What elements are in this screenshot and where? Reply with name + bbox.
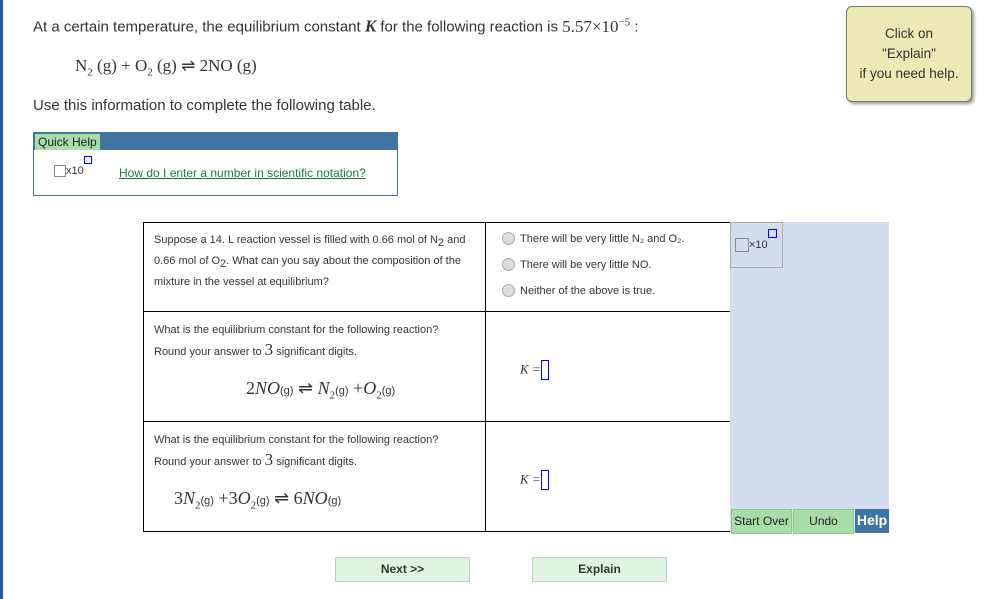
question-2: What is the equilibrium constant for the following reaction? Round your answer to 3 significant digits. 2NO(g) ⇌ $N_2(g) +O_2(g)$ [144,312,486,422]
sci-notation-help-link[interactable]: How do I enter a number in scientific notation? [119,166,366,180]
question-1: Suppose a 14. L reaction vessel is filled with 0.66 mol of $N_2$ and 0.66 mol of $O_2$. What can you say about the composition of the mixture in the vessel at equilibrium? [144,223,486,312]
option-little-n2-o2[interactable]: There will be very little N₂ and O₂. [502,232,721,245]
k-field-2: K = [520,360,721,380]
sci-notation-palette-button[interactable]: ×10 [730,222,783,268]
tools-panel [730,222,889,532]
option-little-no[interactable]: There will be very little NO. [502,258,721,271]
option-neither[interactable]: Neither of the above is true. [502,284,721,297]
k-field-3: K = [520,470,721,490]
radio-button[interactable] [502,232,515,245]
instruction-text: Use this information to complete the following table. [33,97,376,114]
next-button[interactable]: Next >> [335,557,470,582]
help-button[interactable]: Help [855,509,889,533]
sci-notation-icon[interactable]: x10 [54,165,92,177]
radio-button[interactable] [502,284,515,297]
question-3: What is the equilibrium constant for the following reaction? Round your answer to 3 significant digits. $3N_2(g) +3O_2(g)$ ⇌ 6NO(g) [144,422,486,532]
help-tooltip: Click on "Explain" if you need help. [846,6,972,102]
k-answer-input-2[interactable] [541,360,549,380]
quick-help-panel [33,132,398,196]
reaction-equation: $N_2$ $(g) + O_2$ (g) ⇌ 2NO (g) [75,56,257,79]
left-edge-bar [0,0,3,599]
start-over-button[interactable]: Start Over [731,509,792,534]
explain-button[interactable]: Explain [532,557,667,582]
undo-button[interactable]: Undo [793,509,854,534]
radio-button[interactable] [502,258,515,271]
scaled-reaction-equation: $3N_2(g) +3O_2(g)$ ⇌ 6NO(g) [174,488,342,512]
table-row [144,422,732,532]
reverse-reaction-equation: 2NO(g) ⇌ $N_2(g) +O_2(g)$ [246,378,396,402]
intro-text: At a certain temperature, the equilibrium constant K for the following reaction is $5.57\times 10^{-5}$ : [33,16,639,36]
table-row [144,223,732,312]
question-table [143,222,732,532]
table-row [144,312,732,422]
k-answer-input-3[interactable] [541,470,549,490]
quick-help-tab[interactable]: Quick Help [35,134,100,150]
